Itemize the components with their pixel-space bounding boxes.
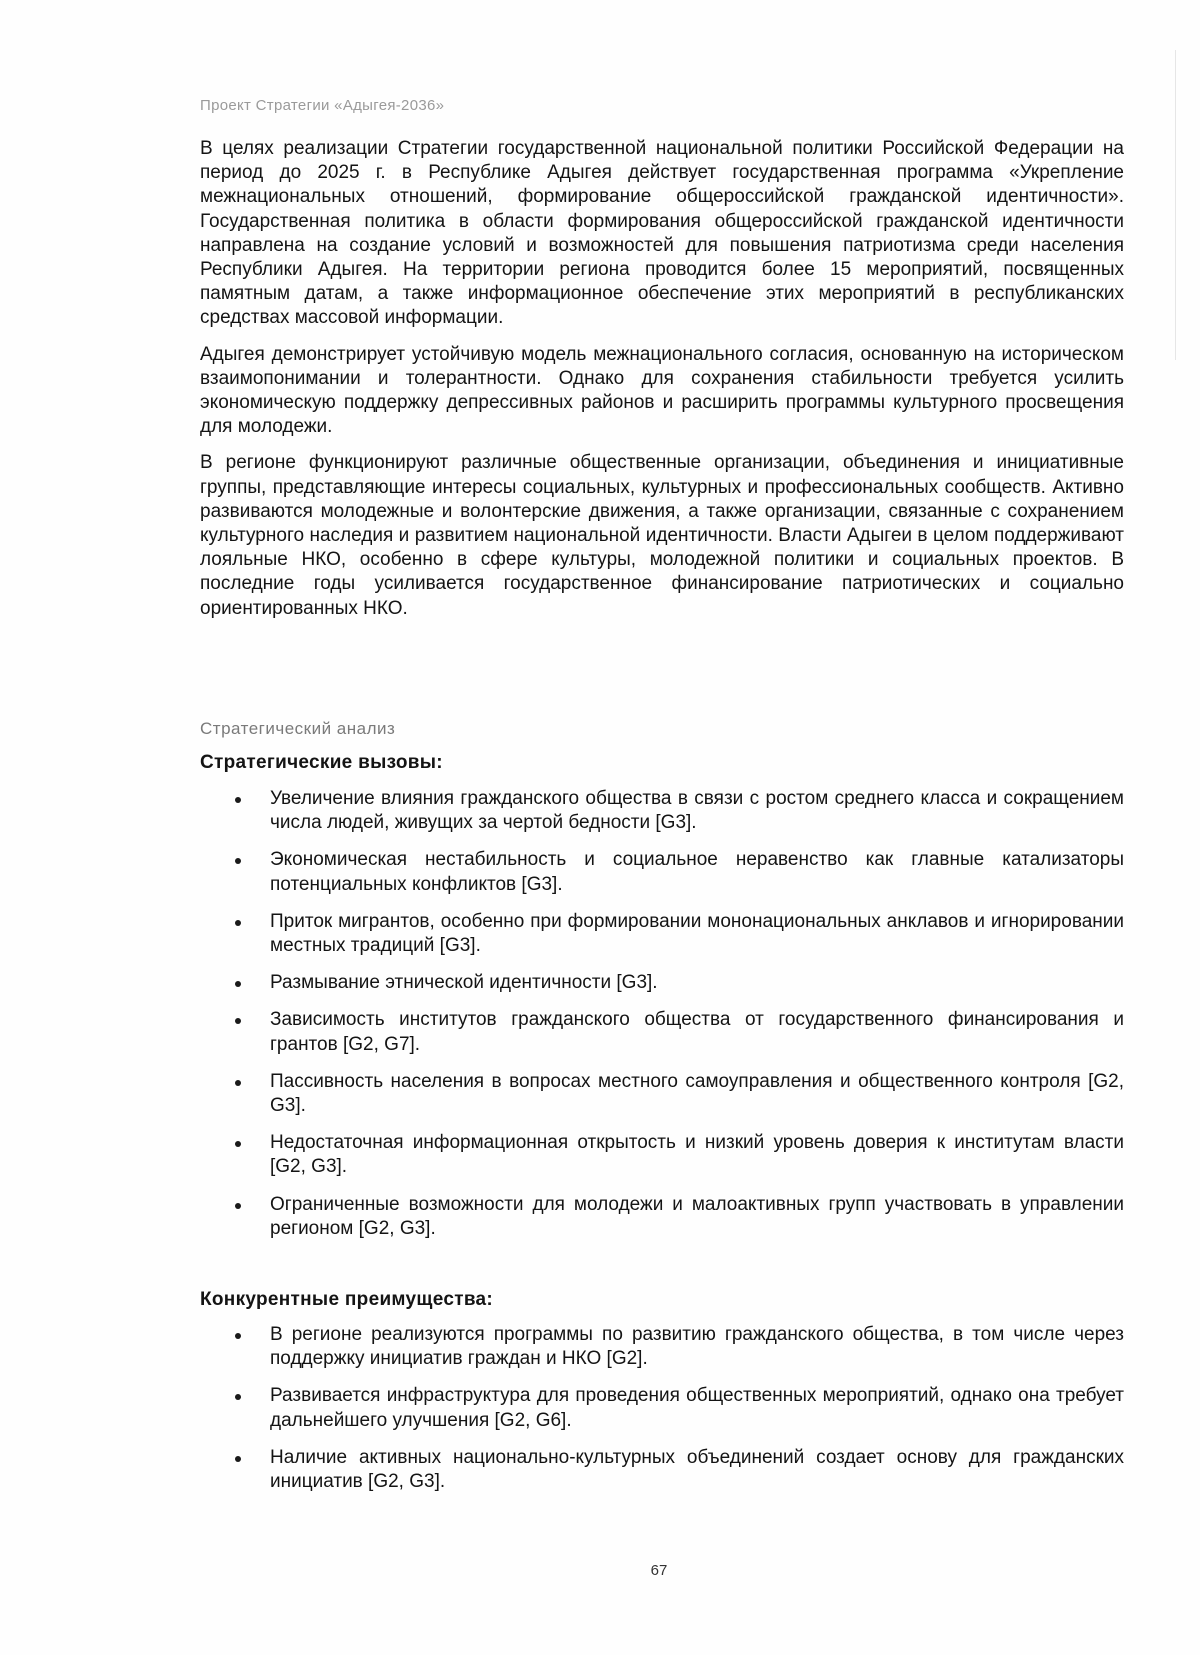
scan-edge-line [1175, 50, 1176, 360]
paragraph-interethnic-model: Адыгея демонстрирует устойчивую модель межнационального согласия, основанную на историческом взаимопонимании и толерантности. Однако для сохранения стабильности требуется усилить экономическую поддержку депрессивных районов и расширить программы культурного просвещения для молодежи. [200, 343, 1124, 438]
list-item-text: Недостаточная информационная открытость и низкий уровень доверия к институтам власти [G2, G3]. [270, 1132, 1124, 1178]
running-header: Проект Стратегии «Адыгея-2036» [200, 97, 445, 114]
list-item-text: Пассивность населения в вопросах местного самоуправления и общественного контроля [G2, G3]. [270, 1070, 1124, 1117]
list-item [200, 1070, 1124, 1118]
page-number: 67 [650, 1562, 668, 1579]
bullet-icon [235, 1080, 241, 1086]
list-item-text: Увеличение влияния гражданского общества в связи с ростом среднего класса и сокращением числа людей, живущих за чертой бедности [G3]. [270, 788, 1124, 834]
list-item [200, 1384, 1124, 1432]
bullet-icon [235, 1203, 241, 1209]
advantages-heading: Конкурентные преимущества: [200, 1289, 494, 1310]
list-item [200, 848, 1124, 896]
list-item [200, 971, 1124, 995]
advantages-list [200, 1323, 1124, 1507]
bullet-icon [235, 797, 241, 803]
section-label: Стратегический анализ [200, 719, 396, 738]
list-item-text: В регионе реализуются программы по развитию гражданского общества, в том числе через поддержку инициатив граждан и НКО [G2]. [270, 1324, 1124, 1370]
paragraph-program: В целях реализации Стратегии государственной национальной политики Российской Федерации на период до 2025 г. в Республике Адыгея действует государственная программа «Укрепление межнациональных отношений, формирование общероссийской гражданской идентичности». Государственная политика в области формирования общероссийской гражданской идентичности направлена на создание условий и возможностей для повышения патриотизма среди населения Республики Адыгея. На территории региона проводится более 15 мероприятий, посвященных памятным датам, а также информационное обеспечение этих мероприятий в республиканских средствах массовой информации. [200, 138, 1124, 329]
bullet-icon [235, 1141, 241, 1147]
body-text [200, 137, 1124, 633]
list-item [200, 910, 1124, 958]
list-item-text: Экономическая нестабильность и социальное неравенство как главные катализаторы потенциальных конфликтов [G3]. [270, 849, 1124, 895]
list-item [200, 1008, 1124, 1056]
list-item [200, 1193, 1124, 1241]
list-item-text: Приток мигрантов, особенно при формировании мононациональных анклавов и игнорировании местных традиций [G3]. [270, 910, 1124, 957]
challenges-heading: Стратегические вызовы: [200, 752, 443, 773]
paragraph-public-organizations: В регионе функционируют различные общественные организации, объединения и инициативные группы, представляющие интересы социальных, культурных и профессиональных сообществ. Активно развиваются молодежные и волонтерские движения, а также организации, связанные с сохранением культурного наследия и развитием национальной идентичности. Власти Адыгеи в целом поддерживают лояльные НКО, особенно в сфере культуры, молодежной политики и социальных проектов. В последние годы усиливается государственное финансирование патриотических и социально ориентированных НКО. [200, 452, 1124, 619]
list-item [200, 1446, 1124, 1494]
bullet-icon [235, 920, 241, 926]
bullet-icon [235, 1394, 241, 1400]
list-item-text: Ограниченные возможности для молодежи и малоактивных групп участвовать в управлении регионом [G2, G3]. [270, 1193, 1124, 1239]
list-item [200, 1131, 1124, 1179]
bullet-icon [235, 1333, 241, 1339]
list-item-text: Развивается инфраструктура для проведения общественных мероприятий, однако она требует дальнейшего улучшения [G2, G6]. [270, 1385, 1124, 1431]
challenges-list [200, 787, 1124, 1254]
bullet-icon [235, 1456, 241, 1462]
bullet-icon [235, 1018, 241, 1024]
list-item-text: Наличие активных национально-культурных объединений создает основу для гражданских инициатив [G2, G3]. [270, 1446, 1124, 1493]
bullet-icon [235, 981, 241, 987]
list-item-text: Зависимость институтов гражданского общества от государственного финансирования и грантов [G2, G7]. [270, 1009, 1124, 1055]
bullet-icon [235, 858, 241, 864]
list-item-text: Размывание этнической идентичности [G3]. [270, 972, 658, 994]
list-item [200, 1323, 1124, 1371]
list-item [200, 787, 1124, 835]
